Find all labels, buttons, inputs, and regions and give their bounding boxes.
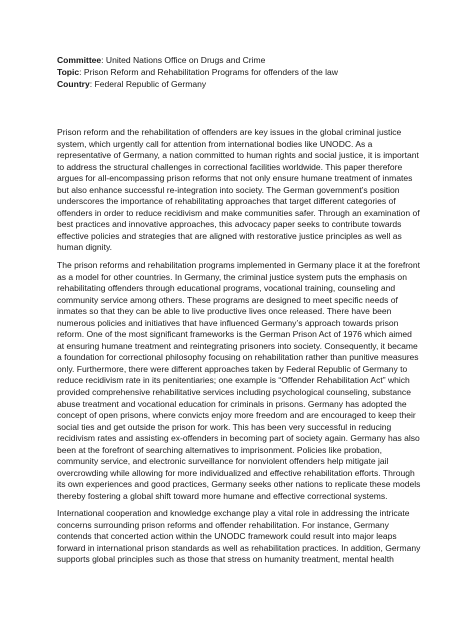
text-line: numerous policies and initiatives that have influenced Germany’s approach towards prison	[57, 317, 399, 328]
text-line: concerns surrounding prison reforms and offender rehabilitation. For instance, Germany	[57, 519, 389, 530]
text-line: International cooperation and knowledge exchange play a vital role in addressing the intricate	[57, 508, 410, 518]
text-line: The prison reforms and rehabilitation programs implemented in Germany place it at the forefront	[57, 260, 420, 270]
text-line: community service, and electronic surveillance for nonviolent offenders help mitigate jail	[57, 456, 389, 467]
text-line: underscores the importance of rehabilitating approaches that target different categories of	[57, 196, 396, 207]
text-line: at ensuring humane treatment and reintegrating prisoners into society. Consequently, it became	[57, 340, 418, 351]
text-line: abuse treatment and vocational education for criminals in prisons. Germany has adopted the	[57, 398, 407, 409]
committee-value: : United Nations Office on Drugs and Crime	[101, 55, 266, 65]
text-line: rehabilitating offenders through educational programs, vocational training, counseling and	[57, 283, 396, 294]
text-line: provided comprehensive rehabilitative services including psychological counseling, substance	[57, 387, 411, 398]
paragraph-introduction	[57, 127, 429, 254]
topic-line	[57, 66, 437, 78]
paragraph-international-cooperation	[57, 508, 429, 566]
text-line: forward in international prison standards as well as rehabilitation practices. In addition, Germany	[57, 542, 421, 553]
topic-label: Topic	[57, 67, 80, 77]
text-line: argues for all-encompassing prison reforms that not only ensure humane treatment of inmates	[57, 173, 413, 184]
text-line: contends that concerted action within the UNODC framework could result into major leaps	[57, 531, 397, 542]
committee-line	[57, 54, 437, 66]
country-value: : Federal Republic of Germany	[89, 79, 207, 89]
text-line: to address the structural challenges in correctional facilities worldwide. This paper therefore	[57, 161, 403, 172]
text-line: human dignity.	[57, 242, 112, 253]
text-line: overcrowding while allowing for more individualized and effective rehabilitation efforts. Through	[57, 467, 415, 478]
text-line: supports global principles such as those that stress on humanity treatment, mental health	[57, 554, 394, 565]
text-line: been at the forefront of searching alternatives to imprisonment. Policies like probation,	[57, 444, 382, 455]
text-line: best practices and innovative approaches, this advocacy paper seeks to contribute towards	[57, 219, 402, 230]
committee-label: Committee	[57, 55, 102, 65]
text-line: representative of Germany, a nation committed to human rights and social justice, it is important	[57, 150, 419, 161]
country-line	[57, 78, 437, 90]
text-line: but also enhance successful re-integration into society. The German government’s position	[57, 184, 400, 195]
text-line: system, which urgently call for attention from international bodies like UNODC. As a	[57, 138, 373, 149]
text-line: reform. One of the most significant frameworks is the German Prison Act of 1976 which aimed	[57, 329, 412, 340]
text-line: reduce recidivism rate in its penitentiaries; one example is “Offender Rehabilitation Act” which	[57, 375, 410, 386]
text-line: a foundation for correctional philosophy focusing on rehabilitation rather than punitive measures	[57, 352, 419, 363]
text-line: concept of open prisons, where convicts enjoy more freedom and are encouraged to keep their	[57, 410, 416, 421]
text-line: inmates so that they can be able to live productive lives once released. There have been	[57, 306, 392, 317]
text-line: offenders in order to reduce recidivism and make communities safer. Through an examination of	[57, 207, 420, 218]
text-line: its own experiences and good practices, Germany seeks other nations to replicate these models	[57, 479, 421, 490]
topic-value: : Prison Reform and Rehabilitation Programs for offenders of the law	[79, 67, 338, 77]
text-line: social ties and get outside the prison for work. This has been very successful in reducing	[57, 421, 392, 432]
text-line: only. Furthermore, there were different approaches taken by Federal Republic of Germany to	[57, 363, 408, 374]
text-line: thereby fostering a global shift toward more humane and effective correctional systems.	[57, 490, 388, 501]
header-block	[57, 54, 437, 90]
text-line: Prison reform and the rehabilitation of offenders are key issues in the global criminal justice	[57, 127, 402, 137]
text-line: effective policies and strategies that are aligned with restorative justice principles as well as	[57, 230, 402, 241]
text-line: as a model for other countries. In Germany, the criminal justice system puts the emphasis on	[57, 271, 407, 282]
paragraph-germany-programs	[57, 260, 429, 502]
country-label: Country	[57, 79, 90, 89]
text-line: recidivism rates and assisting ex-offenders in becoming part of society again. Germany has also	[57, 433, 420, 444]
text-line: community service among others. These programs are designed to meet specific needs of	[57, 294, 398, 305]
